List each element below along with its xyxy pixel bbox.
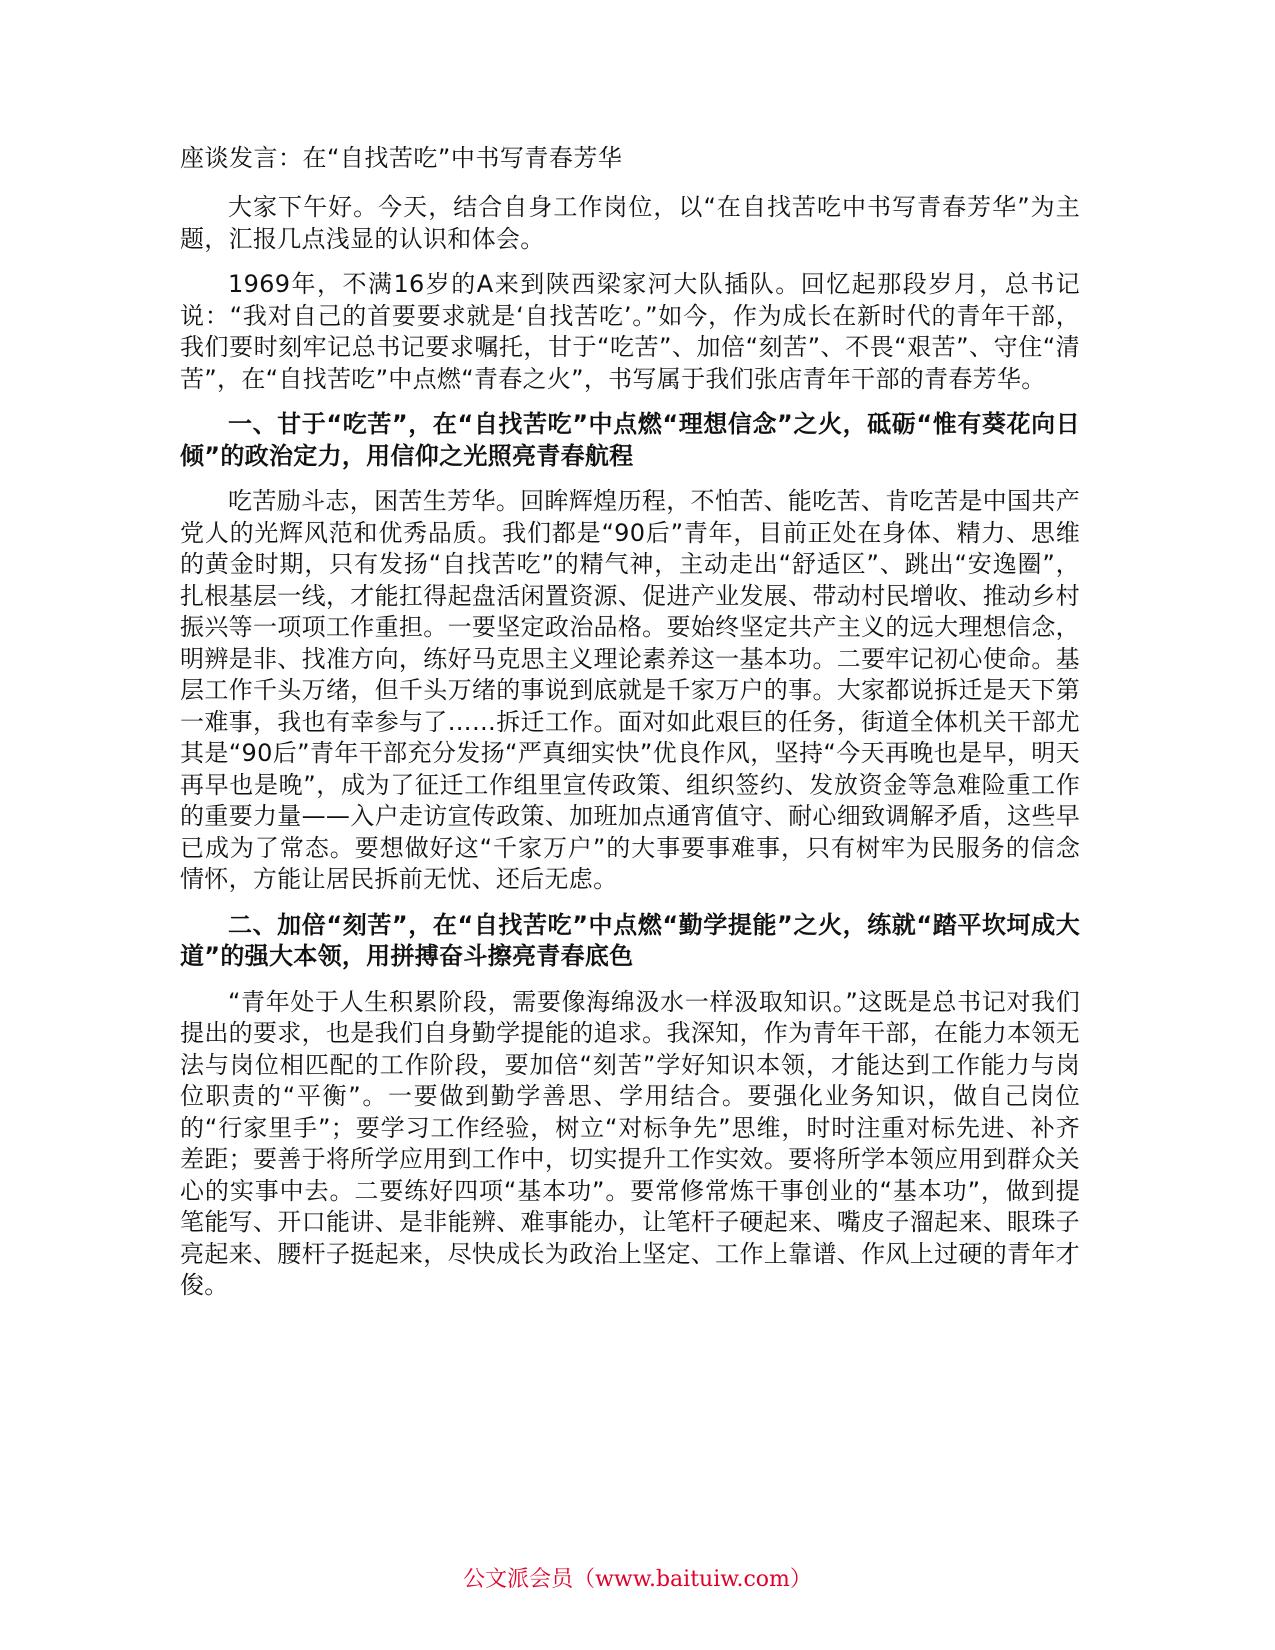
footer-label: 公文派会员（ (463, 1567, 596, 1592)
footer-watermark (0, 1562, 1275, 1593)
document-page (180, 138, 1080, 1316)
paragraph-greeting: 大家下午好。今天，结合自身工作岗位，以“在自找苦吃中书写青春芳华”为主题，汇报几点浅显的认识和体会。 (180, 193, 1080, 253)
paragraph-section-2: “青年处于人生积累阶段，需要像海绵汲水一样汲取知识。”这既是总书记对我们提出的要求，也是我们自身勤学提能的追求。我深知，作为青年干部，在能力本领无法与岗位相匹配的工作阶段，要加倍“刻苦”学好知识本领，才能达到工作能力与岗位职责的“平衡”。一要做到勤学善思、学用结合。要强化业务知识，做自己岗位的“行家里手”；要学习工作经验，树立“对标争先”思维，时时注重对标先进、补齐差距；要善于将所学应用到工作中，切实提升工作实效。要将所学本领应用到群众关心的实事中去。二要练好四项“基本功”。要常修常炼干事创业的“基本功”，做到提笔能写、开口能讲、是非能辨、难事能办，让笔杆子硬起来、嘴皮子溜起来、眼珠子亮起来、腰杆子挺起来，尽快成长为政治上坚定、工作上靠谱、作风上过硬的青年才俊。 (180, 987, 1080, 1299)
section-heading-1: 一、甘于“吃苦”，在“自找苦吃”中点燃“理想信念”之火，砥砺“惟有葵花向日倾”的政治定力，用信仰之光照亮青春航程 (180, 410, 1080, 470)
paragraph-section-1: 吃苦励斗志，困苦生芳华。回眸辉煌历程，不怕苦、能吃苦、肯吃苦是中国共产党人的光辉风范和优秀品质。我们都是“90后”青年，目前正处在身体、精力、思维的黄金时期，只有发扬“自找苦吃”的精气神，主动走出“舒适区”、跳出“安逸圈”，扎根基层一线，才能扛得起盘活闲置资源、促进产业发展、带动村民增收、推动乡村振兴等一项项工作重担。一要坚定政治品格。要始终坚定共产主义的远大理想信念，明辨是非、找准方向，练好马克思主义理论素养这一基本功。二要牢记初心使命。基层工作千头万绪，但千头万绪的事说到底就是千家万户的事。大家都说拆迁是天下第一难事，我也有幸参与了……拆迁工作。面对如此艰巨的任务，街道全体机关干部尤其是“90后”青年干部充分发扬“严真细实快”优良作风，坚持“今天再晚也是早，明天再早也是晚”，成为了征迁工作组里宣传政策、组织签约、发放资金等急难险重工作的重要力量——入户走访宣传政策、加班加点通宵值守、耐心细致调解矛盾，这些早已成为了常态。要想做好这“千家万户”的大事要事难事，只有树牢为民服务的信念情怀，方能让居民拆前无忧、还后无虑。 (180, 487, 1080, 893)
section-heading-2: 二、加倍“刻苦”，在“自找苦吃”中点燃“勤学提能”之火，练就“踏平坎坷成大道”的强大本领，用拼搏奋斗擦亮青春底色 (180, 910, 1080, 970)
paragraph-intro: 1969年，不满16岁的A来到陕西梁家河大队插队。回忆起那段岁月，总书记说：“我对自己的首要要求就是‘自找苦吃’。”如今，作为成长在新时代的青年干部，我们要时刻牢记总书记要求嘱托，甘于“吃苦”、加倍“刻苦”、不畏“艰苦”、守住“清苦”，在“自找苦吃”中点燃“青春之火”，书写属于我们张店青年干部的青春芳华。 (180, 270, 1080, 393)
footer-url-link[interactable]: www.baituiw.com (595, 1567, 790, 1592)
footer-close: ） (789, 1567, 812, 1592)
document-title: 座谈发言：在“自找苦吃”中书写青春芳华 (180, 144, 623, 172)
